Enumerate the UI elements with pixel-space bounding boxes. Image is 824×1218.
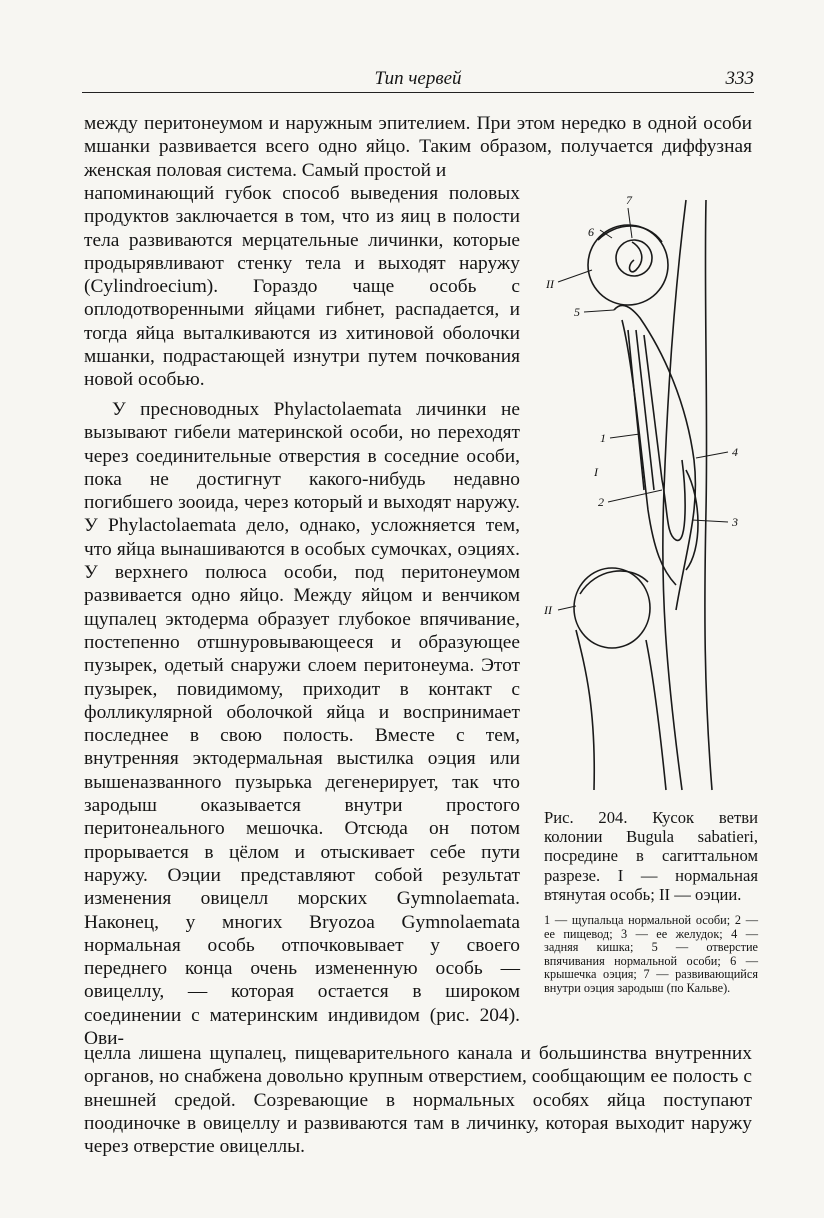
paragraph-bottom — [84, 1042, 752, 1158]
paragraph-narrow-1 — [84, 182, 520, 392]
zooid-outline — [614, 305, 695, 610]
fig-label-5: 5 — [574, 305, 580, 319]
upper-embryo-detail — [630, 242, 642, 272]
paragraph-top — [84, 112, 752, 182]
running-header — [82, 62, 754, 93]
fig-label-7: 7 — [626, 193, 632, 207]
leader-5 — [584, 310, 614, 312]
figure-legend-text: 1 — щупальца нормальной особи; 2 — ее пищевод; 3 — ее желудок; 4 — задняя кишка; 5 — отверстие впячивания нормальной особи; 6 — крышечка оэция; 7 — развивающийся внутри оэция зародыш (по Кальве). — [544, 913, 758, 995]
figure-caption — [544, 808, 758, 904]
paragraph-top-text: между перитонеумом и наружным эпителием. При этом нередко в одной особи мшанки развивается всего одно яйцо. Таким образом, получается диффузная женская половая система. Самый простой и — [84, 113, 752, 181]
fig-label-1: 1 — [600, 431, 606, 445]
fig-label-II-top: II — [546, 277, 554, 291]
leader-2 — [608, 490, 662, 502]
paragraph-narrow-2-text: У пресноводных Phylactolaemata личинки не вызывают гибели материнской особи, но переходят через соединительные отверстия в соседние особи, пока не достигнут какого-нибудь недавно погибшего зооида, через который и выходят наружу. У Phylactolaemata дело, однако, усложняется тем, что яйца вынашиваются в особых сумочках, оэциях. У верхнего полюса особи, под перитонеумом развивается одно яйцо. Между яйцом и венчиком щупалец эктодерма образует глубокое впячивание, постепенно отшнуровывающееся и образующее пузырек, одетый снаружи слоем перитонеума. Этот пузырек, повидимому, приходит в контакт с фолликулярной оболочкой яйца и воспринимает последнее в свою полость. Вместе с тем, внутренняя эктодермальная выстилка оэция или вышеназванного пузырька дегенерирует, так что зародыш оказывается внутри простого перитонеального мешочка. Отсюда он потом прорывается в цёлом и отыскивает себе пути наружу. Оэции представляют собой результат изменения овицелл морских Gymnolaemata. Наконец, у многих Bryozoa Gymnolaemata нормальная особь отпочковывает у своего переднего конца очень измененную особь — овицеллу, — которая остается в широком соединении с материнским индивидом (рис. 204). Ови- — [84, 399, 520, 1050]
tentacle-1 — [628, 330, 644, 490]
tentacle-2 — [636, 330, 654, 490]
upper-oecium — [588, 225, 668, 305]
page-number: 333 — [725, 68, 754, 89]
figure-caption-text: Рис. 204. Кусок ветви колонии Bugula sabatieri, посредине в сагиттальном разрезе. I — нормальная втянутая особь; II — оэции. — [544, 808, 758, 904]
leader-7 — [628, 208, 632, 238]
paragraph-bottom-text: целла лишена щупалец, пищеварительного канала и большинства внутренних органов, но снабжена довольно крупным отверстием, сообщающим ее полость с внешней средой. Созревающие в нормальных особях яйца поступают поодиночке в овицеллу и развиваются там в личинку, которая выходит наружу через отверстие овицеллы. — [84, 1043, 752, 1158]
fig-label-I: I — [594, 465, 598, 479]
fig-label-2: 2 — [598, 495, 604, 509]
figure-204-bugula-illustration — [536, 190, 768, 802]
lower-oecium — [574, 568, 650, 648]
leader-1 — [610, 434, 640, 438]
stem-right-edge — [705, 200, 712, 790]
leader-II-top — [558, 270, 592, 282]
paragraph-narrow-1-text: напоминающий губок способ выведения половых продуктов заключается в том, что из яиц в полости тела развиваются мерцательные личинки, которые продырявливают стенку тела и выходят наружу (Cylindroecium). Гораздо чаще особь с оплодотворенными яйцами гибнет, распадается, и тогда яйца выталкиваются из хитиновой оболочки мшанки, подрастающей изнутри путем почкования новой особью. — [84, 183, 520, 391]
lower-branch-left — [576, 630, 594, 790]
header-title: Тип червей — [374, 68, 462, 89]
fig-label-6: 6 — [588, 225, 594, 239]
tentacle-3 — [644, 335, 662, 480]
paragraph-narrow-2 — [84, 398, 520, 1050]
stem-left-edge — [663, 200, 686, 790]
fig-label-4: 4 — [732, 445, 738, 459]
leader-4 — [696, 452, 728, 458]
figure-legend — [544, 914, 758, 996]
lower-branch-right — [646, 640, 666, 790]
fig-label-3: 3 — [732, 515, 738, 529]
fig-label-II-bottom: II — [544, 603, 552, 617]
